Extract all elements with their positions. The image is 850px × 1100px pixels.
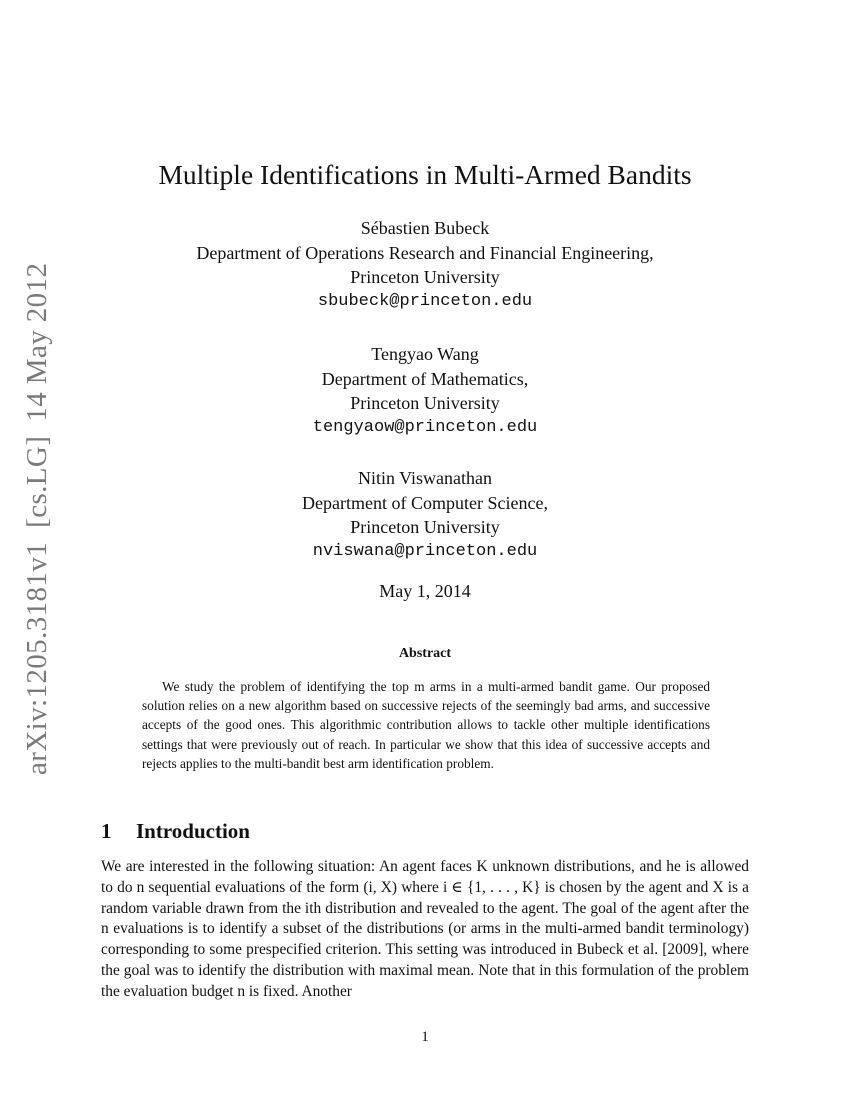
author-name: Sébastien Bubeck — [360, 218, 490, 238]
author-name: Nitin Viswanathan — [357, 468, 493, 488]
author-name: Tengyao Wang — [371, 344, 479, 364]
author-email: sbubeck@princeton.edu — [317, 291, 533, 311]
author-block — [0, 216, 850, 314]
abstract-heading: Abstract — [398, 646, 452, 661]
author-affiliation: Princeton University — [350, 393, 500, 413]
section-title: Introduction — [136, 819, 250, 843]
section-number: 1 — [101, 819, 112, 843]
arxiv-category: [cs.LG] — [21, 435, 53, 528]
paper-date: May 1, 2014 — [379, 581, 471, 601]
author-block — [0, 466, 850, 564]
author-email: tengyaow@princeton.edu — [312, 417, 538, 437]
arxiv-id: arXiv:1205.3181v1 — [21, 541, 53, 775]
author-affiliation: Department of Operations Research and Financial Engineering, — [196, 242, 654, 263]
author-affiliation: Department of Computer Science, — [302, 492, 548, 513]
author-affiliation: Department of Mathematics, — [321, 368, 529, 389]
author-affiliation: Princeton University — [350, 517, 500, 537]
intro-paragraph: We are interested in the following situation: An agent faces K unknown distributions, and he is allowed to do n sequential evaluations of the form (i, X) where i ∈ {1, . . . , K} is chosen by the agent and X is a random variable drawn from the ith distribution and revealed to the agent. The goal of the agent after the n evaluations is to identify a subset of the distributions (or arms in the multi-armed bandit terminology) corresponding to some prespecified criterion. This setting was introduced in Bubeck et al. [2009], where the goal was to identify the distribution with maximal mean. Note that in this formulation of the problem the evaluation budget n is fixed. Another — [101, 858, 749, 1000]
author-block — [0, 342, 850, 440]
section-heading — [101, 817, 250, 845]
introduction-body — [101, 857, 749, 1003]
abstract-text: We study the problem of identifying the top m arms in a multi-armed bandit game. Our proposed solution relies on a new algorithm based on successive rejects of the seemingly bad arms, and successive accepts of the good ones. This algorithmic contribution allows to tackle other multiple identifications settings that were previously out of reach. In particular we show that this idea of successive accepts and rejects applies to the multi-bandit best arm identification problem. — [142, 679, 710, 771]
abstract — [142, 677, 710, 773]
page-number: 1 — [421, 1029, 429, 1045]
author-email: nviswana@princeton.edu — [312, 541, 538, 561]
author-affiliation: Princeton University — [350, 267, 500, 287]
paper-title: Multiple Identifications in Multi-Armed Bandits — [158, 159, 692, 190]
arxiv-date: 14 May 2012 — [21, 262, 53, 422]
